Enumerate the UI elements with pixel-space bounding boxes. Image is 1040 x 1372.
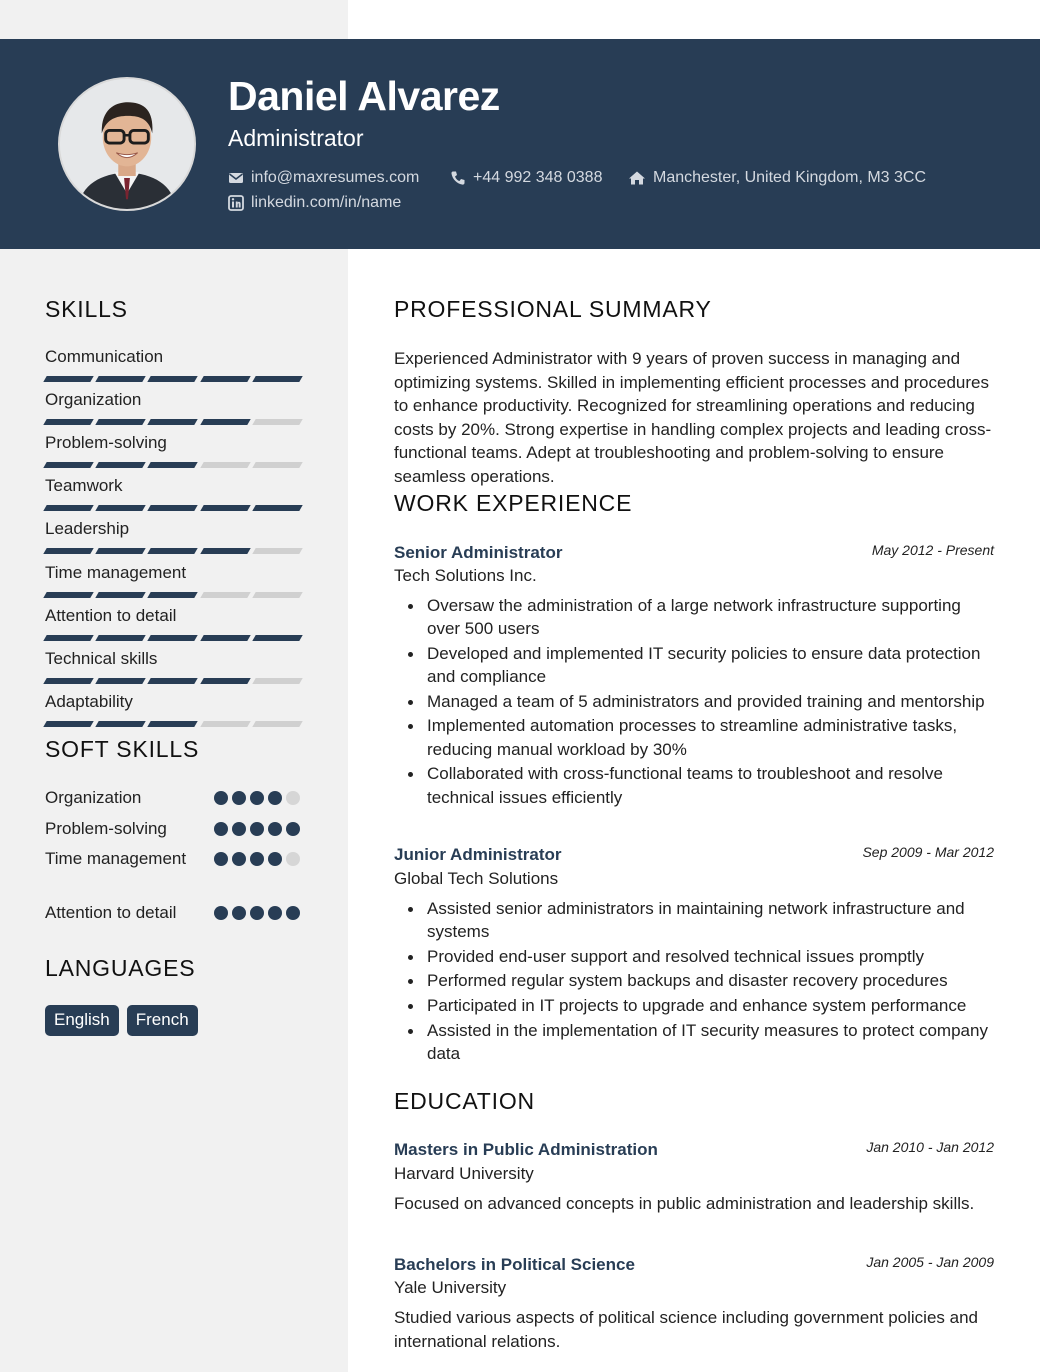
avatar [58, 77, 196, 211]
skill-level-segment [252, 721, 303, 727]
profile-photo-icon [60, 79, 194, 209]
skill-level-segment [43, 419, 94, 425]
skill-level-segment [252, 678, 303, 684]
skill-level-segment [200, 721, 251, 727]
skill-level-segment [43, 376, 94, 382]
job-title: Senior Administrator [394, 543, 563, 562]
skill-level-segment [43, 548, 94, 554]
rating-dot [232, 791, 246, 805]
skill-level-segment [252, 419, 303, 425]
rating-dot [268, 906, 282, 920]
summary-heading: PROFESSIONAL SUMMARY [394, 296, 712, 322]
skill-level-segment [95, 548, 146, 554]
languages-list [45, 1005, 198, 1036]
skill-level-segment [95, 419, 146, 425]
skill-level-segment [95, 721, 146, 727]
rating-dot [268, 791, 282, 805]
job-title: Junior Administrator [394, 845, 562, 864]
rating-dot [232, 852, 246, 866]
soft-skill-label: Attention to detail [45, 903, 177, 922]
rating-dot [250, 791, 264, 805]
skill-label: Organization [45, 390, 142, 410]
skill-level-segment [148, 419, 199, 425]
skill-level-segment [43, 678, 94, 684]
skill-level-segment [148, 678, 199, 684]
soft-skill-rating [214, 852, 300, 866]
skill-level-segment [252, 462, 303, 468]
job-bullets [394, 897, 994, 1067]
skill-label: Adaptability [45, 691, 133, 711]
skill-level-segment [200, 635, 251, 641]
skill-level-segment [252, 548, 303, 554]
language-tag: English [45, 1005, 119, 1036]
candidate-role: Administrator [228, 125, 364, 151]
soft-skill-rating [214, 822, 300, 836]
skill-level-segment [200, 419, 251, 425]
phone-icon [450, 170, 466, 186]
skill-label: Teamwork [45, 476, 123, 496]
envelope-icon [228, 170, 244, 186]
rating-dot [214, 822, 228, 836]
contact-phone[interactable] [450, 169, 602, 187]
degree-description: Studied various aspects of political science including government policies and international relations. [394, 1308, 979, 1351]
skill-level-bar [45, 635, 301, 641]
bullet-item: Implemented automation processes to streamline administrative tasks, reducing manual workload by 30% [394, 714, 994, 761]
skill-level-segment [148, 548, 199, 554]
skill-label: Time management [45, 562, 187, 582]
education-heading: EDUCATION [394, 1088, 535, 1114]
rating-dot [232, 906, 246, 920]
soft-skill-label: Time management [45, 849, 187, 868]
summary-text: Experienced Administrator with 9 years of proven success in managing and optimizing systems. Skilled in implementing efficient processes and procedures to enhance productivity. Recognized for streamlining operations and reducing costs by 20%. Strong expertise in handling complex projects and leading cross-functional teams. Adept at troubleshooting and problem-solving to ensure seamless operations. [394, 349, 992, 486]
skill-level-segment [43, 462, 94, 468]
skill-level-segment [200, 592, 251, 598]
contact-linkedin[interactable] [228, 194, 401, 212]
candidate-name: Daniel Alvarez [228, 73, 500, 119]
skill-level-bar [45, 548, 301, 554]
degree-date: Jan 2005 - Jan 2009 [866, 1254, 994, 1270]
email-text: info@maxresumes.com [251, 169, 420, 186]
skill-level-bar [45, 592, 301, 598]
rating-dot [286, 822, 300, 836]
skill-level-bar [45, 505, 301, 511]
degree-title: Bachelors in Political Science [394, 1255, 635, 1274]
skill-level-segment [95, 592, 146, 598]
soft-skill-label: Organization [45, 788, 142, 807]
languages-heading: LANGUAGES [45, 955, 196, 981]
skill-level-segment [43, 505, 94, 511]
job-company: Tech Solutions Inc. [394, 566, 537, 585]
phone-text: +44 992 348 0388 [473, 169, 603, 186]
skill-level-segment [148, 635, 199, 641]
bullet-item: Managed a team of 5 administrators and provided training and mentorship [394, 690, 994, 713]
rating-dot [250, 822, 264, 836]
language-tag: French [127, 1005, 198, 1036]
resume-header [0, 39, 1040, 249]
skill-level-segment [95, 678, 146, 684]
experience-heading: WORK EXPERIENCE [394, 490, 633, 516]
skill-label: Technical skills [45, 648, 158, 668]
linkedin-icon [228, 195, 244, 211]
skill-level-segment [43, 721, 94, 727]
rating-dot [286, 791, 300, 805]
skill-level-bar [45, 678, 301, 684]
skill-level-segment [200, 548, 251, 554]
skill-level-segment [252, 505, 303, 511]
home-icon [628, 170, 646, 186]
skill-level-segment [252, 592, 303, 598]
skill-label: Communication [45, 347, 164, 366]
skill-level-bar [45, 462, 301, 468]
rating-dot [286, 906, 300, 920]
skill-level-segment [252, 376, 303, 382]
bullet-item: Performed regular system backups and disaster recovery procedures [394, 969, 994, 992]
job-bullets [394, 594, 994, 810]
job-company: Global Tech Solutions [394, 869, 559, 888]
skills-heading: SKILLS [45, 296, 128, 322]
rating-dot [250, 906, 264, 920]
skill-label: Attention to detail [45, 605, 177, 625]
school-name: Harvard University [394, 1164, 534, 1183]
job-date: Sep 2009 - Mar 2012 [862, 844, 994, 860]
contact-address [628, 169, 926, 187]
bullet-item: Assisted senior administrators in maintaining network infrastructure and systems [394, 897, 994, 944]
skill-level-segment [200, 376, 251, 382]
soft-skill-rating [214, 791, 300, 805]
bullet-item: Provided end-user support and resolved technical issues promptly [394, 945, 994, 968]
skill-level-segment [95, 376, 146, 382]
skill-label: Leadership [45, 519, 130, 539]
skill-level-segment [148, 462, 199, 468]
soft-skills-heading: SOFT SKILLS [45, 736, 200, 762]
skill-level-bar [45, 419, 301, 425]
skill-level-segment [200, 505, 251, 511]
rating-dot [214, 852, 228, 866]
skill-level-segment [200, 678, 251, 684]
contact-email[interactable] [228, 169, 419, 187]
rating-dot [268, 852, 282, 866]
skill-level-bar [45, 376, 301, 382]
address-text: Manchester, United Kingdom, M3 3CC [653, 169, 927, 186]
degree-date: Jan 2010 - Jan 2012 [866, 1139, 994, 1155]
rating-dot [286, 852, 300, 866]
soft-skill-rating [214, 906, 300, 920]
skill-level-segment [148, 721, 199, 727]
rating-dot [268, 822, 282, 836]
skill-level-segment [148, 376, 199, 382]
skill-level-segment [95, 462, 146, 468]
skill-label: Problem-solving [45, 433, 167, 453]
job-date: May 2012 - Present [871, 542, 994, 558]
school-name: Yale University [394, 1278, 507, 1297]
degree-description: Focused on advanced concepts in public administration and leadership skills. [394, 1194, 975, 1213]
soft-skill-label: Problem-solving [45, 819, 167, 838]
skill-level-segment [148, 592, 199, 598]
skill-level-segment [200, 462, 251, 468]
rating-dot [250, 852, 264, 866]
skill-level-segment [252, 635, 303, 641]
skill-level-bar [45, 721, 301, 727]
skill-level-segment [95, 505, 146, 511]
rating-dot [214, 906, 228, 920]
skill-level-segment [148, 505, 199, 511]
bullet-item: Oversaw the administration of a large network infrastructure supporting over 500 users [394, 594, 994, 641]
bullet-item: Participated in IT projects to upgrade and enhance system performance [394, 994, 994, 1017]
rating-dot [214, 791, 228, 805]
rating-dot [232, 822, 246, 836]
bullet-item: Developed and implemented IT security policies to ensure data protection and compliance [394, 642, 994, 689]
linkedin-text: linkedin.com/in/name [251, 194, 402, 211]
bullet-item: Assisted in the implementation of IT security measures to protect company data [394, 1019, 994, 1066]
skill-level-segment [43, 592, 94, 598]
skill-level-segment [95, 635, 146, 641]
degree-title: Masters in Public Administration [394, 1140, 658, 1159]
bullet-item: Collaborated with cross-functional teams to troubleshoot and resolve technical issues efficiently [394, 762, 994, 809]
skill-level-segment [43, 635, 94, 641]
